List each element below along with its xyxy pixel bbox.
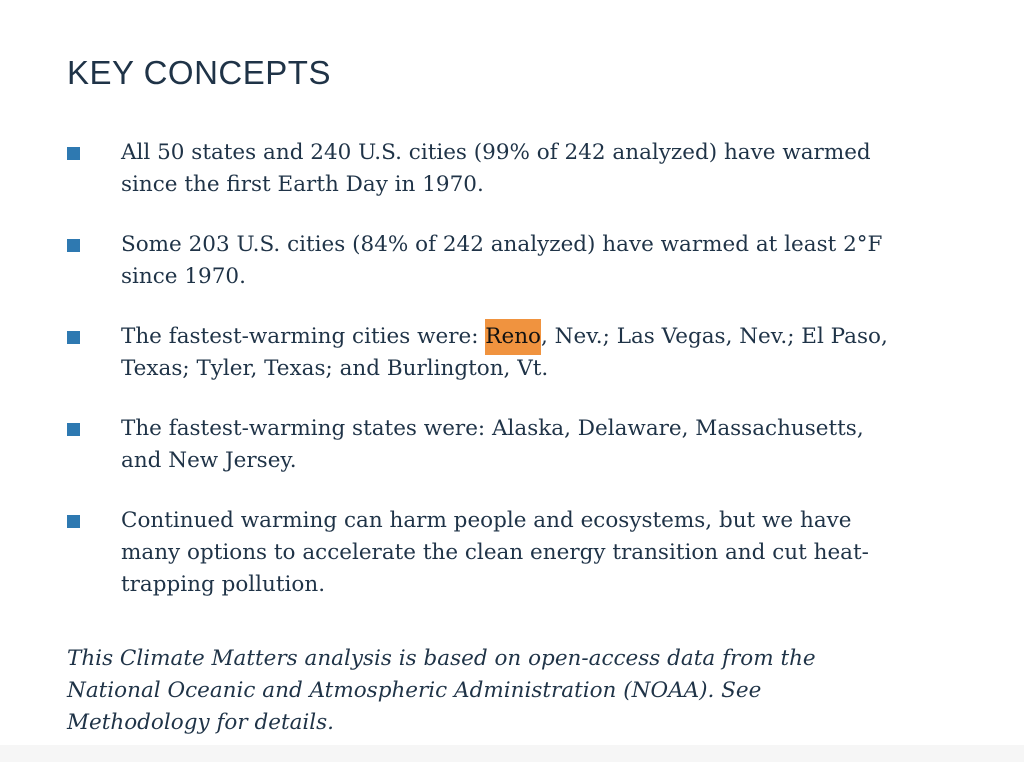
highlighted-word[interactable]: Reno (485, 319, 541, 355)
text-line: All 50 states and 240 U.S. cities (99% of 242 analyzed) have warmed (121, 140, 871, 165)
square-bullet-icon (67, 515, 80, 528)
list-item-text (121, 413, 921, 477)
text-line: and New Jersey. (121, 448, 297, 473)
text-line: The fastest-warming states were: Alaska, Delaware, Massachusetts, (121, 416, 864, 441)
text-line: many options to accelerate the clean energy transition and cut heat- (121, 540, 869, 565)
square-bullet-icon (67, 147, 80, 160)
square-bullet-icon (67, 239, 80, 252)
list-item-text (121, 137, 921, 201)
text-line: trapping pollution. (121, 572, 326, 597)
page-title: KEY CONCEPTS (67, 54, 331, 91)
text-line (121, 321, 921, 353)
text-segment: , Nev.; Las Vegas, Nev.; El Paso, (541, 324, 888, 349)
text-line: Methodology for details. (67, 710, 335, 735)
list-item-text (121, 229, 921, 293)
list-item-text (121, 321, 921, 385)
text-segment: The fastest-warming cities were: (121, 324, 486, 349)
text-line: This Climate Matters analysis is based on open-access data from the (67, 646, 816, 671)
text-line: National Oceanic and Atmospheric Administration (NOAA). See (67, 678, 762, 703)
square-bullet-icon (67, 423, 80, 436)
text-line: since the first Earth Day in 1970. (121, 172, 484, 197)
text-line: Texas; Tyler, Texas; and Burlington, Vt. (121, 356, 549, 381)
page-bottom-edge (0, 745, 1024, 762)
text-line: Some 203 U.S. cities (84% of 242 analyzed) have warmed at least 2°F (121, 232, 883, 257)
methodology-note (67, 643, 967, 739)
text-line: Continued warming can harm people and ecosystems, but we have (121, 508, 852, 533)
list-item-text (121, 505, 921, 601)
square-bullet-icon (67, 331, 80, 344)
text-line: since 1970. (121, 264, 246, 289)
